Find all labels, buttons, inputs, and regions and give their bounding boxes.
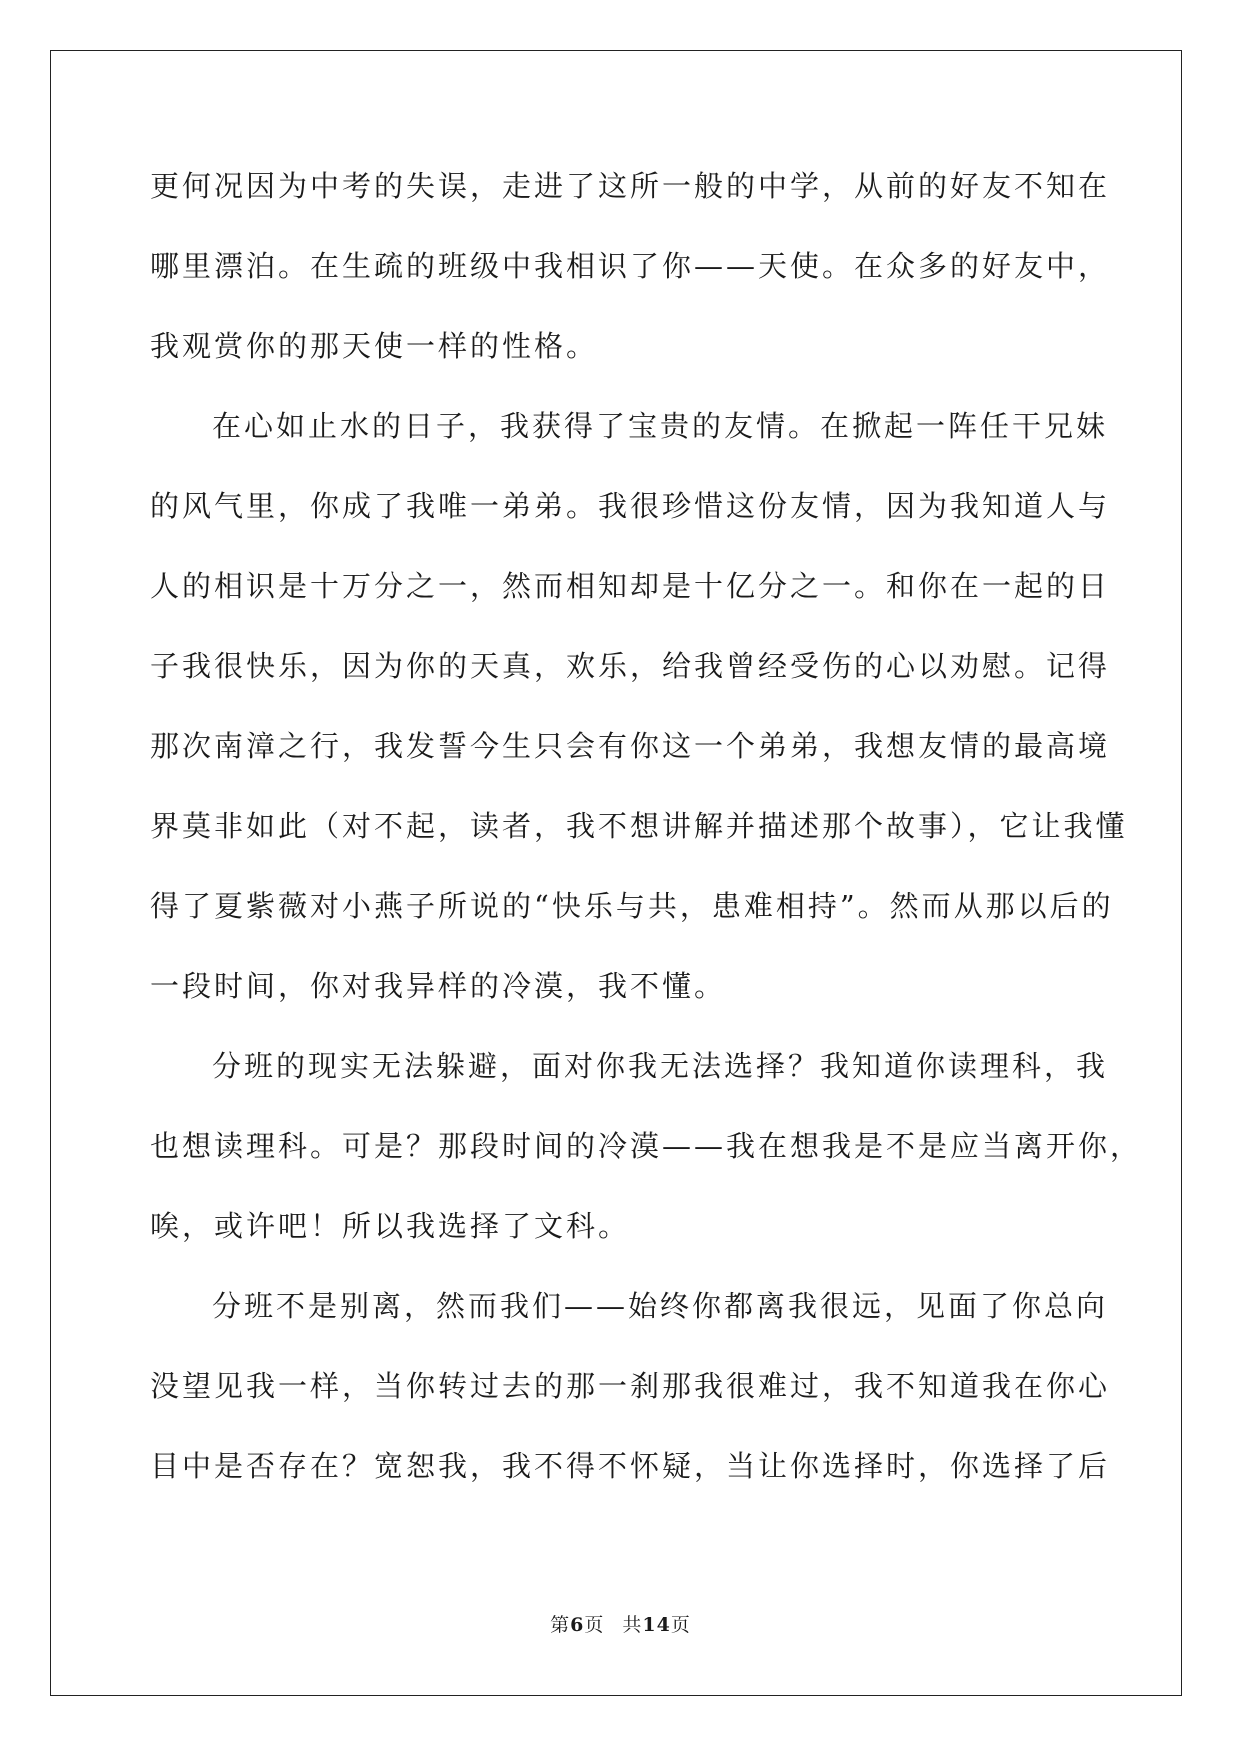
page-unit: 页 <box>584 1614 605 1636</box>
total-prefix: 共 <box>622 1614 643 1636</box>
page-footer <box>0 1610 1241 1637</box>
text-line: 那次南漳之行，我发誓今生只会有你这一个弟弟，我想友情的最高境 <box>150 729 1111 763</box>
page-prefix: 第 <box>550 1614 571 1636</box>
text-line: 目中是否存在？宽恕我，我不得不怀疑，当让你选择时，你选择了后 <box>150 1449 1111 1483</box>
page-number: 6 <box>570 1614 585 1636</box>
total-pages: 14 <box>642 1614 671 1636</box>
text-line: 在心如止水的日子，我获得了宝贵的友情。在掀起一阵任干兄妹 <box>212 409 1109 443</box>
total-unit: 页 <box>670 1614 691 1636</box>
text-line: 哪里漂泊。在生疏的班级中我相识了你——天使。在众多的好友中， <box>150 249 1111 283</box>
text-line: 分班不是别离，然而我们——始终你都离我很远，见面了你总向 <box>212 1289 1109 1323</box>
text-line: 子我很快乐，因为你的天真，欢乐，给我曾经受伤的心以劝慰。记得 <box>150 649 1111 683</box>
text-line: 的风气里，你成了我唯一弟弟。我很珍惜这份友情，因为我知道人与 <box>150 489 1111 523</box>
text-line: 界莫非如此（对不起，读者，我不想讲解并描述那个故事），它让我懂 <box>150 809 1128 843</box>
text-line: 唉，或许吧！所以我选择了文科。 <box>150 1209 631 1243</box>
text-line: 人的相识是十万分之一，然而相知却是十亿分之一。和你在一起的日 <box>150 569 1111 603</box>
text-line: 也想读理科。可是？那段时间的冷漠——我在想我是不是应当离开你， <box>150 1129 1143 1163</box>
text-line: 没望见我一样，当你转过去的那一刹那我很难过，我不知道我在你心 <box>150 1369 1111 1403</box>
text-line: 得了夏紫薇对小燕子所说的“快乐与共，患难相持”。然而从那以后的 <box>150 889 1114 923</box>
text-line: 我观赏你的那天使一样的性格。 <box>150 329 599 363</box>
text-line: 分班的现实无法躲避，面对你我无法选择？我知道你读理科，我 <box>212 1049 1109 1083</box>
text-line: 一段时间，你对我异样的冷漠，我不懂。 <box>150 969 727 1003</box>
document-body <box>150 160 1143 1520</box>
text-line: 更何况因为中考的失误，走进了这所一般的中学，从前的好友不知在 <box>150 169 1111 203</box>
